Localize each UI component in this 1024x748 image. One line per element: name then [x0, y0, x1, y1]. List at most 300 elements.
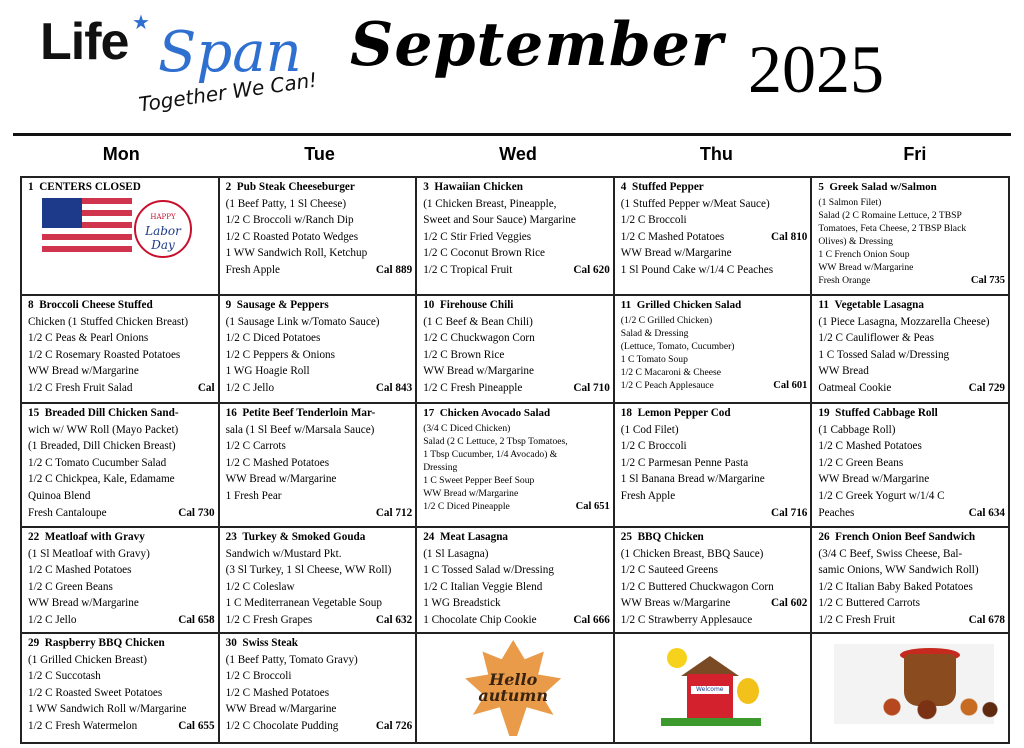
meal-item: 1/2 C Peas & Pearl Onions — [28, 332, 149, 345]
meal-line — [226, 438, 413, 455]
weekday-tue: Tue — [304, 144, 335, 164]
meal-line — [423, 461, 610, 474]
meal-item: 1/2 C Buttered Chuckwagon Corn — [620, 580, 774, 593]
day-cell — [219, 295, 417, 403]
meal-line — [621, 546, 808, 563]
day-number: 2 — [225, 181, 232, 193]
day-number: 3 — [423, 181, 429, 193]
meal-line — [28, 471, 215, 488]
week-row — [21, 633, 1009, 743]
meal-line — [818, 248, 1005, 261]
day-number: 17 — [423, 407, 435, 419]
meal-line — [621, 455, 808, 472]
meal-item: 1/2 C Fresh Fruit — [818, 613, 896, 626]
meal-item: 1/2 C Broccoli — [225, 670, 292, 683]
meal-item: 1 WW Sandwich Roll w/Margarine — [28, 703, 187, 716]
meal-title: Vegetable Lasagna — [834, 299, 924, 311]
meal-line — [226, 579, 413, 596]
day-title — [621, 297, 808, 314]
month-name: September — [350, 10, 724, 80]
meal-item: (1 Sl Meatloaf with Gravy) — [28, 547, 150, 560]
meal-item: 1 WG Breadstick — [423, 597, 501, 610]
meal-line — [28, 488, 215, 505]
weekday-header-row — [22, 144, 1014, 172]
meal-item: (1 Salmon Filet) — [818, 196, 882, 208]
meal-item: 1 Sl Banana Bread w/Margarine — [620, 473, 765, 486]
day-cell — [416, 403, 614, 527]
meal-line — [226, 455, 413, 472]
calorie-count: Cal 716 — [771, 506, 808, 519]
day-title — [28, 405, 215, 422]
week-row — [21, 177, 1009, 295]
day-number: 26 — [818, 531, 830, 543]
meal-line — [28, 363, 215, 380]
meal-item: 1/2 C Tropical Fruit — [423, 263, 513, 276]
meal-item: 1/2 C Jello — [225, 381, 275, 394]
meal-line — [818, 455, 1005, 472]
meal-item: 1/2 C Italian Veggie Blend — [423, 580, 543, 593]
meal-line — [423, 262, 610, 279]
meal-line — [423, 500, 610, 513]
calorie-count: Cal 889 — [375, 263, 413, 276]
meal-title: Petite Beef Tenderloin Mar- — [242, 407, 376, 419]
meal-title: Breaded Dill Chicken Sand- — [44, 407, 179, 419]
day-title — [28, 297, 215, 314]
meal-line — [818, 595, 1005, 612]
meal-item: 1/2 C Stir Fried Veggies — [423, 230, 532, 243]
meal-line — [818, 546, 1005, 563]
day-title — [621, 405, 808, 422]
meal-line — [621, 422, 808, 439]
lifespan-logo — [40, 6, 320, 126]
meal-line — [28, 314, 215, 331]
day-cell — [21, 177, 219, 295]
meal-item: 1/2 C Rosemary Roasted Potatoes — [28, 348, 181, 361]
meal-item: 1 WW Sandwich Roll, Ketchup — [225, 247, 368, 260]
meal-line — [621, 488, 808, 505]
day-cell — [416, 295, 614, 403]
meal-line — [226, 196, 413, 213]
schoolhouse-image — [661, 648, 761, 734]
meal-line — [226, 314, 413, 331]
meal-item: 1/2 C Chocolate Pudding — [225, 719, 339, 732]
day-title — [28, 529, 215, 546]
meal-title: Pub Steak Cheeseburger — [236, 181, 355, 193]
meal-item: Salad & Dressing — [620, 327, 689, 339]
day-cell — [219, 527, 417, 633]
day-cell — [614, 527, 812, 633]
meal-item: Fresh Cantaloupe — [28, 506, 107, 519]
meal-item: 1 C Tomato Soup — [620, 353, 688, 365]
meal-line — [423, 562, 610, 579]
hello-autumn-word: autumn — [478, 686, 548, 705]
day-number: 24 — [423, 531, 435, 543]
meal-title: Broccoli Cheese Stuffed — [39, 299, 153, 311]
meal-item: 1/2 C Chuckwagon Corn — [423, 332, 535, 345]
meal-item: 1/2 C Fresh Grapes — [225, 613, 313, 626]
day-cell — [21, 295, 219, 403]
meal-title: Greek Salad w/Salmon — [829, 181, 937, 193]
meal-item: 1/2 C Coconut Brown Rice — [423, 247, 545, 260]
meal-item: Fresh Orange — [818, 274, 871, 286]
meal-line — [818, 274, 1005, 287]
meal-line — [226, 422, 413, 439]
meal-item: 1/2 C Mashed Potatoes — [225, 686, 330, 699]
year-title: 2025 — [748, 31, 884, 107]
meal-item: 1/2 C Mashed Potatoes — [818, 440, 922, 453]
day-number: 30 — [225, 637, 237, 649]
meal-line — [226, 595, 413, 612]
meal-line — [818, 222, 1005, 235]
calorie-count: Cal — [197, 381, 215, 394]
meal-line — [28, 701, 215, 718]
star-icon: ★ — [132, 12, 150, 34]
logo-tagline: Together We Can! — [137, 67, 319, 117]
meal-item: (Lettuce, Tomato, Cucumber) — [620, 340, 735, 352]
meal-line — [621, 579, 808, 596]
meal-line — [818, 196, 1005, 209]
meal-line — [226, 701, 413, 718]
meal-item: 1/2 C Macaroni & Cheese — [620, 366, 721, 378]
day-title — [423, 179, 610, 196]
meal-item: (1 Grilled Chicken Breast) — [28, 653, 147, 666]
meal-item: Dressing — [423, 461, 458, 473]
meal-line — [226, 612, 413, 629]
meal-line — [226, 488, 413, 505]
meal-line — [423, 330, 610, 347]
meal-line — [621, 196, 808, 213]
meal-item: (1 Breaded, Dill Chicken Breast) — [28, 440, 176, 453]
meal-item: 1/2 C Italian Baby Baked Potatoes — [818, 580, 973, 593]
day-title — [28, 635, 215, 652]
calorie-count: Cal 710 — [573, 381, 610, 394]
calorie-count: Cal 843 — [375, 381, 413, 394]
meal-item: 1 C French Onion Soup — [818, 248, 910, 260]
meal-title: Swiss Steak — [242, 637, 299, 649]
meal-line — [423, 347, 610, 364]
meal-item: Salad (2 C Lettuce, 2 Tbsp Tomatoes, — [423, 435, 568, 447]
meal-item: 1/2 C Roasted Sweet Potatoes — [28, 686, 163, 699]
meal-item: (1 Cabbage Roll) — [818, 423, 896, 436]
meal-item: (1 Sl Lasagna) — [423, 547, 489, 560]
labor-day-badge-text: Day — [151, 238, 175, 252]
meal-line — [226, 546, 413, 563]
meal-item: (1 Beef Patty, Tomato Gravy) — [225, 653, 358, 666]
day-number: 15 — [28, 407, 40, 419]
meal-line — [818, 422, 1005, 439]
meal-line — [226, 330, 413, 347]
day-number: 23 — [225, 531, 237, 543]
day-cell — [614, 177, 812, 295]
meal-line — [28, 685, 215, 702]
calorie-count: Cal 678 — [968, 613, 1005, 626]
meal-title: Sausage & Peppers — [236, 299, 329, 311]
weekday-wed: Wed — [499, 144, 537, 164]
leaf-basket-image — [834, 644, 994, 724]
meal-item: 1/2 C Parmesan Penne Pasta — [620, 456, 749, 469]
meal-line — [28, 505, 215, 522]
meal-item: Salad (2 C Romaine Lettuce, 2 TBSP — [818, 209, 962, 221]
day-number: 29 — [28, 637, 40, 649]
day-number: 8 — [28, 299, 34, 311]
meal-item: Quinoa Blend — [28, 489, 91, 502]
meal-line — [226, 668, 413, 685]
meal-line — [226, 229, 413, 246]
meal-item: WW Bread w/Margarine — [620, 247, 732, 260]
day-title — [28, 179, 215, 196]
day-number: 1 — [28, 181, 34, 193]
meal-item: 1/2 C Strawberry Applesauce — [620, 613, 753, 626]
meal-line — [818, 209, 1005, 222]
meal-line — [423, 363, 610, 380]
meal-item: WW Bread w/Margarine — [423, 365, 534, 378]
meal-line — [621, 612, 808, 629]
tree-icon — [737, 678, 759, 704]
meal-item: Fresh Apple — [620, 489, 676, 502]
logo-life-text: Life — [40, 13, 129, 71]
meal-item: Peaches — [818, 506, 855, 519]
day-title — [818, 297, 1005, 314]
labor-day-badge — [134, 200, 192, 258]
meal-line — [818, 505, 1005, 522]
meal-title: Stuffed Cabbage Roll — [835, 407, 938, 419]
day-title — [226, 635, 413, 652]
meal-line — [226, 718, 413, 735]
meal-line — [423, 435, 610, 448]
meal-line — [28, 652, 215, 669]
day-number: 5 — [818, 181, 824, 193]
meal-line — [28, 562, 215, 579]
meal-line — [423, 314, 610, 331]
meal-item: 1/2 C Carrots — [225, 440, 286, 453]
meal-item: 1 Chocolate Chip Cookie — [423, 613, 537, 626]
calorie-count: Cal 601 — [773, 379, 808, 391]
meal-item: 1 C Tossed Salad w/Dressing — [818, 348, 950, 361]
meal-item: Tomatoes, Feta Cheese, 2 TBSP Black — [818, 222, 967, 234]
day-cell — [614, 403, 812, 527]
meal-title: Raspberry BBQ Chicken — [44, 637, 165, 649]
meal-line — [28, 579, 215, 596]
meal-item: WW Bread w/Margarine — [818, 261, 914, 273]
weekday-mon: Mon — [102, 144, 140, 164]
meal-item: (3 Sl Turkey, 1 Sl Cheese, WW Roll) — [225, 564, 392, 577]
day-number: 19 — [818, 407, 830, 419]
day-title — [226, 297, 413, 314]
meal-item: 1/2 C Chickpea, Kale, Edamame — [28, 473, 175, 486]
day-title — [423, 297, 610, 314]
meal-item: 1 C Tossed Salad w/Dressing — [423, 564, 554, 577]
day-cell — [219, 633, 417, 743]
meal-title: Stuffed Pepper — [631, 181, 704, 193]
meal-line — [818, 347, 1005, 364]
meal-line — [226, 471, 413, 488]
meal-item: WW Bread w/Margarine — [423, 487, 519, 499]
meal-item: (1 C Beef & Bean Chili) — [423, 315, 533, 328]
meal-item: sala (1 Sl Beef w/Marsala Sauce) — [225, 423, 375, 436]
meal-item: Fresh Apple — [225, 263, 280, 276]
day-cell — [811, 403, 1009, 527]
day-title — [423, 405, 610, 422]
meal-item: WW Bread w/Margarine — [28, 597, 139, 610]
calorie-count: Cal 666 — [573, 613, 610, 626]
meal-line — [28, 347, 215, 364]
day-cell — [21, 527, 219, 633]
meal-line — [28, 455, 215, 472]
meal-line — [621, 438, 808, 455]
meal-item: 1 C Mediterranean Vegetable Soup — [225, 597, 382, 610]
meal-line — [226, 245, 413, 262]
meal-item: (1 Piece Lasagna, Mozzarella Cheese) — [818, 315, 990, 328]
meal-item: WW Bread w/Margarine — [818, 473, 930, 486]
meal-title: Turkey & Smoked Gouda — [242, 531, 366, 543]
meal-item: 1/2 C Green Beans — [28, 580, 113, 593]
calorie-count: Cal 810 — [771, 230, 808, 243]
meal-line — [818, 562, 1005, 579]
meal-item: 1/2 C Succotash — [28, 670, 101, 683]
day-number: 4 — [620, 181, 627, 193]
day-cell — [416, 633, 614, 743]
meal-line — [28, 422, 215, 439]
meal-line — [28, 380, 215, 397]
calorie-count: Cal 655 — [178, 719, 215, 732]
meal-line — [818, 438, 1005, 455]
day-title — [818, 529, 1005, 546]
meal-line — [621, 366, 808, 379]
meal-line — [818, 488, 1005, 505]
meal-line — [818, 235, 1005, 248]
calorie-count: Cal 712 — [375, 506, 413, 519]
meal-item: 1/2 C Fresh Pineapple — [423, 381, 523, 394]
meal-item: 1/2 C Diced Pineapple — [423, 500, 510, 512]
week-row — [21, 527, 1009, 633]
meal-line — [28, 595, 215, 612]
day-cell — [614, 295, 812, 403]
meal-line — [28, 438, 215, 455]
meal-item: 1/2 C Buttered Carrots — [818, 597, 920, 610]
meal-item: 1/2 C Cauliflower & Peas — [818, 332, 934, 345]
day-number: 18 — [620, 407, 632, 419]
calorie-count: Cal 735 — [970, 274, 1005, 286]
meal-line — [621, 262, 808, 279]
meal-item: 1/2 C Greek Yogurt w/1/4 C — [818, 489, 945, 502]
meal-item: (1 Chicken Breast, BBQ Sauce) — [620, 547, 764, 560]
welcome-sign: Welcome — [691, 686, 729, 694]
meal-line — [621, 314, 808, 327]
meal-line — [423, 595, 610, 612]
calorie-count: Cal 729 — [968, 381, 1005, 394]
month-title — [350, 10, 724, 80]
meal-item: Sweet and Sour Sauce) Margarine — [423, 214, 576, 227]
meal-item: Oatmeal Cookie — [818, 381, 892, 394]
meal-line — [818, 471, 1005, 488]
meal-line — [226, 562, 413, 579]
meal-item: WW Breas w/Margarine — [620, 597, 731, 610]
meal-item: 1/2 C Brown Rice — [423, 348, 505, 361]
calorie-count: Cal 602 — [771, 597, 808, 610]
day-number: 22 — [28, 531, 40, 543]
meal-item: WW Bread — [818, 365, 869, 378]
meal-item: Chicken (1 Stuffed Chicken Breast) — [28, 315, 189, 328]
meal-title: Meatloaf with Gravy — [44, 531, 145, 543]
meal-line — [28, 330, 215, 347]
day-cell — [21, 633, 219, 743]
meal-item: WW Bread w/Margarine — [225, 473, 337, 486]
meal-item: (1 Beef Patty, 1 Sl Cheese) — [225, 197, 347, 210]
menu-calendar-grid — [20, 176, 1010, 744]
meal-line — [28, 612, 215, 629]
meal-line — [423, 212, 610, 229]
meal-item: WW Bread w/Margarine — [225, 703, 337, 716]
meal-item: (1 Cod Filet) — [620, 423, 679, 436]
day-title — [818, 405, 1005, 422]
meal-title: Grilled Chicken Salad — [636, 299, 742, 311]
meal-line — [621, 340, 808, 353]
header-divider — [13, 133, 1011, 136]
hello-autumn-text — [463, 672, 563, 704]
day-cell — [811, 527, 1009, 633]
day-cell — [614, 633, 812, 743]
calorie-count: Cal 620 — [573, 263, 610, 276]
meal-item: (1 Stuffed Pepper w/Meat Sauce) — [620, 197, 770, 210]
meal-item: 1 WG Hoagie Roll — [225, 365, 310, 378]
meal-line — [818, 314, 1005, 331]
meal-title: BBQ Chicken — [637, 531, 704, 543]
meal-item: 1/2 C Roasted Potato Wedges — [225, 230, 359, 243]
meal-line — [818, 363, 1005, 380]
day-cell — [416, 177, 614, 295]
meal-item: 1/2 C Fresh Fruit Salad — [28, 381, 133, 394]
meal-line — [621, 245, 808, 262]
labor-day-badge-text: Labor — [145, 224, 181, 238]
meal-item: 1/2 C Broccoli — [620, 214, 687, 227]
meal-title: Chicken Avocado Salad — [439, 407, 551, 419]
week-row — [21, 295, 1009, 403]
day-title — [423, 529, 610, 546]
meal-line — [423, 380, 610, 397]
meal-item: (3/4 C Diced Chicken) — [423, 422, 511, 434]
meal-line — [621, 595, 808, 612]
meal-line — [226, 380, 413, 397]
calorie-count: Cal 634 — [968, 506, 1005, 519]
meal-line — [423, 612, 610, 629]
day-title — [621, 179, 808, 196]
day-number: 16 — [225, 407, 237, 419]
meal-title: Meat Lasagna — [439, 531, 509, 543]
meal-line — [621, 229, 808, 246]
meal-line — [423, 474, 610, 487]
meal-item: (1 Chicken Breast, Pineapple, — [423, 197, 557, 210]
calendar-header — [0, 0, 1024, 135]
meal-item: Sandwich w/Mustard Pkt. — [225, 547, 342, 560]
day-cell — [811, 633, 1009, 743]
meal-line — [423, 546, 610, 563]
meal-item: 1/2 C Tomato Cucumber Salad — [28, 456, 167, 469]
day-number: 10 — [423, 299, 435, 311]
meal-line — [226, 363, 413, 380]
calorie-count: Cal 632 — [375, 613, 413, 626]
day-cell — [219, 177, 417, 295]
meal-line — [423, 579, 610, 596]
meal-item: 1/2 C Broccoli w/Ranch Dip — [225, 214, 354, 227]
meal-item: 1/2 C Green Beans — [818, 456, 904, 469]
day-number: 11 — [620, 299, 632, 311]
meal-item: 1/2 C Fresh Watermelon — [28, 719, 138, 732]
meal-title: French Onion Beef Sandwich — [835, 531, 976, 543]
meal-line — [226, 347, 413, 364]
day-title — [226, 529, 413, 546]
meal-item: 1/2 C Peach Applesauce — [620, 379, 714, 391]
meal-item: Olives) & Dressing — [818, 235, 893, 247]
